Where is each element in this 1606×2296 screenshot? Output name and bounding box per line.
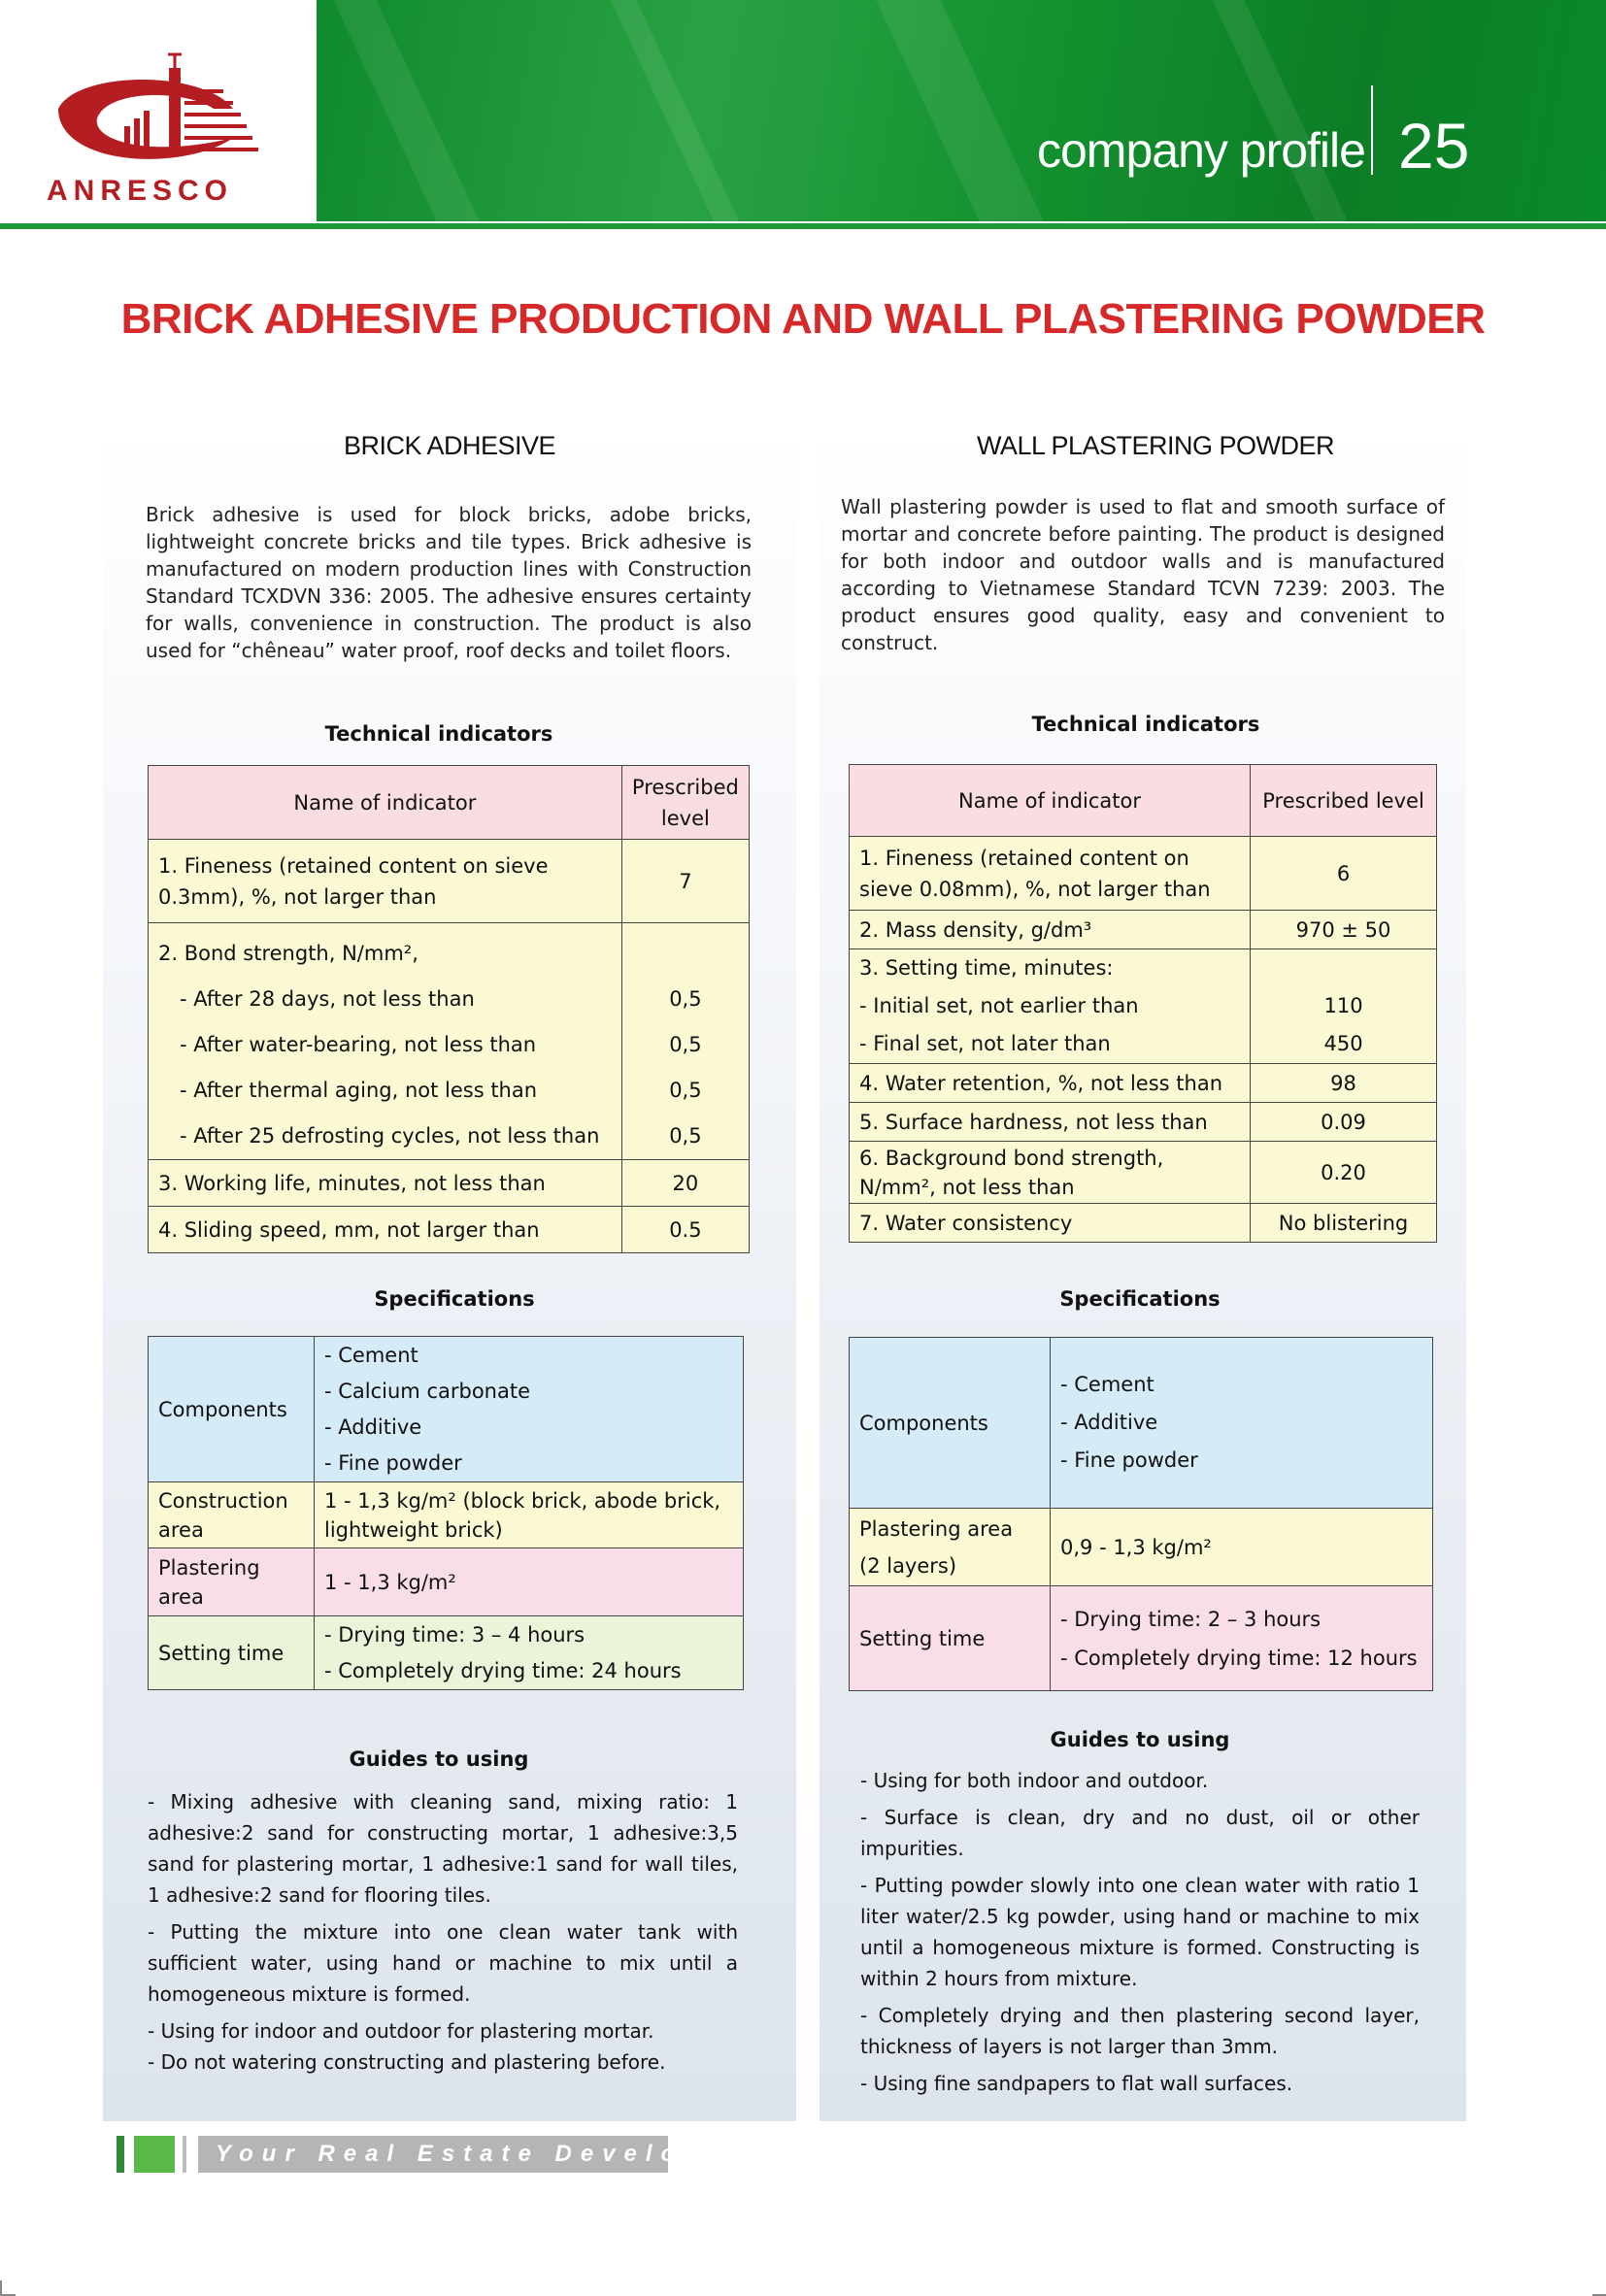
left-spec-table (148, 1336, 744, 1690)
left-heading: BRICK ADHESIVE (343, 431, 556, 460)
table-row: 3. Working life, minutes, not less than (149, 1160, 622, 1207)
spec-value: - Drying time: 2 – 3 hours - Completely drying time: 12 hours (1051, 1586, 1433, 1691)
spec-value: 1 - 1,3 kg/m² (block brick, abode brick, lightweight brick) (315, 1482, 744, 1548)
table-row: 1. Fineness (retained content on sieve 0.08mm), %, not larger than (850, 837, 1251, 911)
table-cell: 6 (1251, 837, 1437, 911)
table-row: 5. Surface hardness, not less than (850, 1103, 1251, 1142)
table-cell: 0.20 (1251, 1142, 1437, 1204)
left-guide-title: Guides to using (349, 1747, 529, 1771)
spec-value: - Cement - Calcium carbonate - Additive - Fine powder (315, 1337, 744, 1482)
guide-item: - Using for indoor and outdoor for plastering mortar. (148, 2019, 654, 2043)
tech-header-name: Name of indicator (850, 765, 1251, 837)
table-row: 4. Water retention, %, not less than (850, 1064, 1251, 1103)
table-cell: 0.09 (1251, 1103, 1437, 1142)
spec-value: 0,9 - 1,3 kg/m² (1051, 1509, 1433, 1586)
right-guide-title: Guides to using (1050, 1728, 1230, 1751)
guide-item: - Putting the mixture into one clean water tank with sufficient water, using hand or machine to mix until a homogeneous mixture is formed. (148, 1920, 738, 2006)
brand-name: ANRESCO (47, 175, 234, 207)
anresco-logo-icon (39, 50, 291, 177)
table-row: 6. Background bond strength, N/mm², not less than (850, 1142, 1251, 1204)
header-divider (0, 223, 1606, 229)
left-tech-title: Technical indicators (324, 722, 553, 746)
right-spec-title: Specifications (1059, 1287, 1221, 1311)
header-separator (1371, 85, 1373, 175)
spec-label: Components (850, 1338, 1051, 1509)
table-cell: 20 (621, 1160, 749, 1207)
table-cell: 7 (621, 840, 749, 923)
tech-header-name: Name of indicator (149, 766, 622, 840)
table-row: 1. Fineness (retained content on sieve 0.3mm), %, not larger than (149, 840, 622, 923)
guide-item: - Mixing adhesive with cleaning sand, mixing ratio: 1 adhesive:2 sand for constructing mortar, 1 adhesive:3,5 sand for plastering mortar, 1 adhesive:1 sand for wall tiles, 1 adhesive:2 sand for flooring tiles. (148, 1790, 738, 1907)
table-cell: No blistering (1251, 1204, 1437, 1243)
table-row: 2. Bond strength, N/mm², - After 28 days, not less than - After water-bearing, not less than - After thermal aging, not less than - After 25 defrosting cycles, not less than (149, 923, 622, 1160)
table-cell: 970 ± 50 (1251, 911, 1437, 949)
footer-accent-gray (183, 2136, 186, 2173)
right-tech-table (849, 764, 1437, 1243)
right-guides (860, 1765, 1420, 2105)
right-heading: WALL PLASTERING POWDER (976, 431, 1335, 460)
table-cell: 0.5 (621, 1207, 749, 1253)
guide-item: - Completely drying and then plastering second layer, thickness of layers is not larger than 3mm. (860, 2004, 1420, 2058)
page-number: 25 (1398, 110, 1470, 182)
spec-value: 1 - 1,3 kg/m² (315, 1548, 744, 1616)
guide-item: - Putting powder slowly into one clean water with ratio 1 liter water/2.5 kg powder, using hand or machine to mix until a homogeneous mixture is formed. Constructing is within 2 hours from mixture. (860, 1874, 1420, 1990)
left-intro: Brick adhesive is used for block bricks, adobe bricks, lightweight concrete bricks and tile types. Brick adhesive is manufactured on modern production lines with Construction Standard TCXDVN 336: 2005. The adhesive ensures certainty for walls, convenience in construction. The product is also used for “chêneau” water proof, roof decks and toilet floors. (146, 503, 752, 662)
spec-value: - Drying time: 3 – 4 hours - Completely drying time: 24 hours (315, 1616, 744, 1690)
left-tech-table (148, 765, 750, 1253)
guide-item: - Surface is clean, dry and no dust, oil or other impurities. (860, 1806, 1420, 1860)
section-label: company profile (1037, 123, 1365, 178)
guide-item: - Do not watering constructing and plastering before. (148, 2050, 666, 2074)
table-cell: 110 450 (1251, 949, 1437, 1064)
right-spec-table (849, 1337, 1433, 1691)
guide-item: - Using for both indoor and outdoor. (860, 1769, 1209, 1792)
guide-item: - Using fine sandpapers to flat wall surfaces. (860, 2072, 1293, 2095)
spec-label: Setting time (149, 1616, 315, 1690)
spec-value: - Cement - Additive - Fine powder (1051, 1338, 1433, 1509)
spec-label: Components (149, 1337, 315, 1482)
left-guides (148, 1786, 738, 2083)
page-title: BRICK ADHESIVE PRODUCTION AND WALL PLASTERING POWDER (120, 295, 1486, 343)
table-row: 7. Water consistency (850, 1204, 1251, 1243)
logo-area (0, 0, 317, 221)
spec-label: Construction area (149, 1482, 315, 1548)
table-cell: 0,5 0,5 0,5 0,5 (621, 923, 749, 1160)
table-row: 3. Setting time, minutes: - Initial set, not earlier than - Final set, not later than (850, 949, 1251, 1064)
left-spec-title: Specifications (374, 1287, 535, 1311)
tech-header-level: Prescribed level (1251, 765, 1437, 837)
table-row: 2. Mass density, g/dm³ (850, 911, 1251, 949)
tech-header-level: Prescribed level (621, 766, 749, 840)
spec-label: Plastering area (149, 1548, 315, 1616)
spec-label: Setting time (850, 1586, 1051, 1691)
table-row: 4. Sliding speed, mm, not larger than (149, 1207, 622, 1253)
spec-label: Plastering area (2 layers) (850, 1509, 1051, 1586)
footer-accent-green (134, 2136, 175, 2173)
table-cell: 98 (1251, 1064, 1437, 1103)
footer-accent-dark (117, 2136, 124, 2173)
right-tech-title: Technical indicators (1031, 713, 1260, 736)
footer-tagline: Your Real Estate Developer (216, 2141, 747, 2167)
right-intro: Wall plastering powder is used to flat and smooth surface of mortar and concrete before painting. The product is designed for both indoor and outdoor walls and is manufactured according to Vietnamese Standard TCVN 7239: 2003. The product ensures good quality, easy and convenient to construct. (841, 495, 1445, 654)
